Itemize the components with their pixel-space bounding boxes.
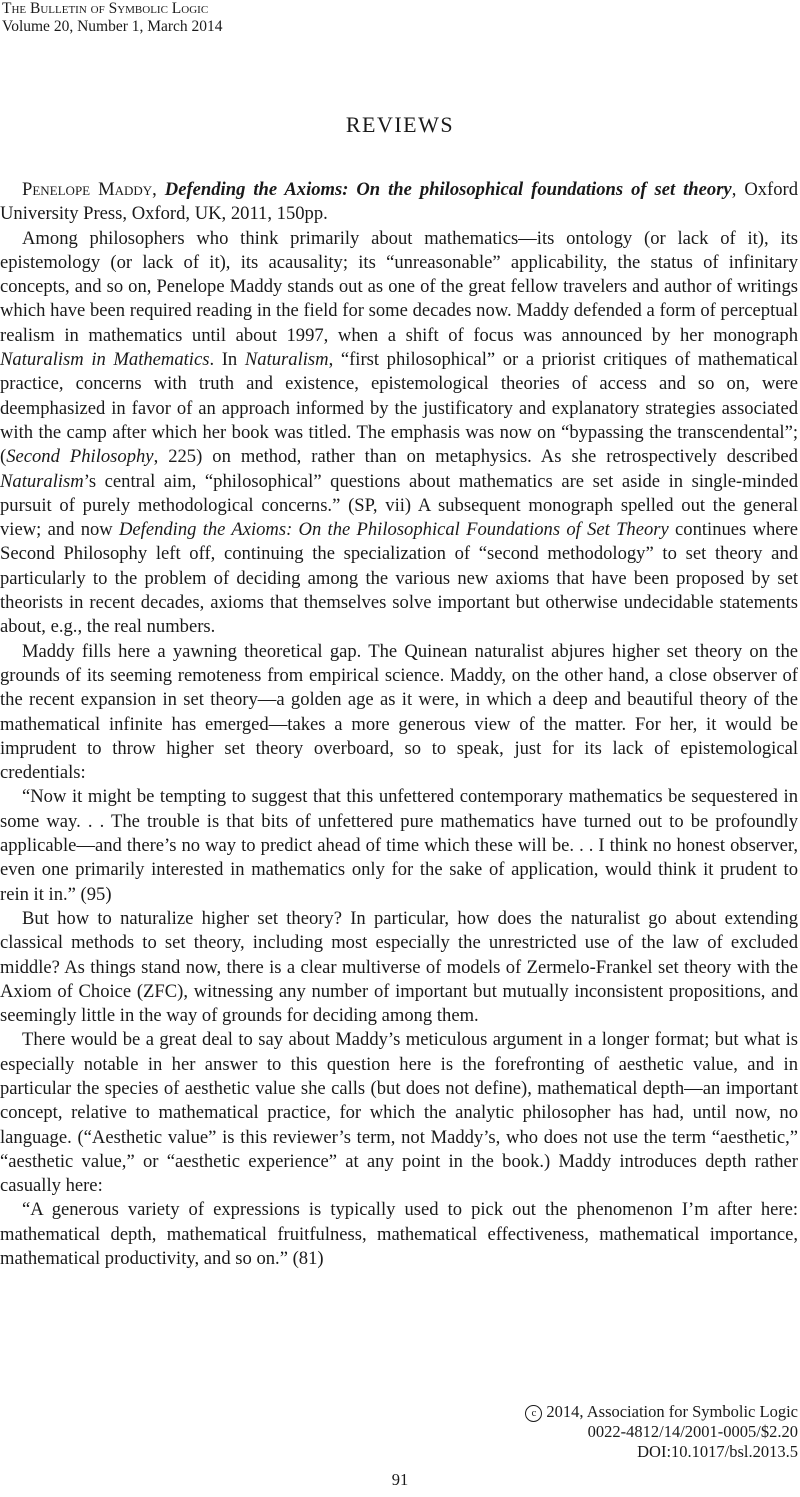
p1-italic-d: Naturalism (244, 349, 329, 371)
page-number: 91 (391, 1470, 409, 1489)
copyright-line (525, 1402, 798, 1422)
p1-text-c: . In (209, 349, 245, 371)
copyright-text: 2014, Association for Symbolic Logic (546, 1402, 798, 1421)
quote-1: “Now it might be tempting to suggest that this unfettered contemporary mathematics be sequestered in some way. . . The trouble is that bits of unfettered pure mathematics have turned out to be profoundly applicable—and there’s no way to predict ahead of time which these will be. . . I think no honest observer, even one primarily interested in mathematics only for the sake of application, would think it prudent to rein it in.” (95) (0, 786, 798, 905)
doi-line: DOI:10.1017/bsl.2013.5 (637, 1441, 798, 1461)
copyright-block (525, 1402, 798, 1461)
article-body (0, 178, 798, 1271)
copyright-icon: c (525, 1405, 542, 1422)
review-publication: Oxford University Press, Oxford, UK, 2011, 150pp. (0, 179, 799, 225)
paragraph-2: Maddy fills here a yawning theoretical gap. The Quinean naturalist abjures higher set theory on the grounds of its seeming remoteness from empirical science. Maddy, on the other hand, a close observer of the recent expansion in set theory—a golden age as it were, in which a deep and beautiful theory of the mathematical infinite has emerged—takes a more generous view of the matter. For her, it would be imprudent to throw higher set theory overboard, so to speak, just for its lack of epistemological credentials: (0, 640, 798, 784)
running-header (2, 0, 223, 36)
review-author: Penelope Maddy (22, 179, 153, 200)
review-citation: Penelope Maddy, Defending the Axioms: On the philosophical foundations of set theory, Oxford University Press, Oxford, UK, 2011, 150pp. (0, 179, 799, 225)
p1-italic-h: Naturalism (0, 470, 84, 492)
quote-2: “A generous variety of expressions is typically used to pick out the phenomenon I’m after here: mathematical depth, mathematical fruitfulness, mathematical effectiveness, mathematical importance, mathematical productivity, and so on.” (81) (0, 1199, 798, 1270)
volume-line: Volume 20, Number 1, March 2014 (2, 18, 223, 35)
paragraph-4: But how to naturalize higher set theory? In particular, how does the naturalist go about extending classical methods to set theory, including most especially the unrestricted use of the law of excluded middle? As things stand now, there is a clear multiverse of models of Zermelo-Frankel set theory with the Axiom of Choice (ZFC), witnessing any number of important but mutually inconsistent propositions, and seemingly little in the way of grounds for deciding among them. (0, 907, 798, 1027)
section-title: REVIEWS (345, 112, 455, 137)
p1-text-a: Among philosophers who think primarily about mathematics—its ontology (or lack of it), its epistemology (or lack of it), its acausality; its “unreasonable” applicability, the status of infinitary concepts, and so on, Penelope Maddy stands out as one of the great fellow travelers and author of writings which have been required reading in the field for some decades now. Maddy defended a form of perceptual realism in mathematics until about 1997, when a shift of focus was announced by her monograph (0, 227, 798, 346)
issn-line: 0022-4812/14/2001-0005/$2.20 (587, 1422, 798, 1441)
review-book-title: Defending the Axioms: On the philosophical foundations of set theory (164, 179, 732, 200)
p1-text-k: continues where Second Philosophy left off, continuing the specialization of “second methodology” to set theory and particularly to the problem of deciding among the various new axioms that have been proposed by set theorists in recent decades, axioms that themselves solve important but otherwise undecidable statements about, e.g., the real numbers. (0, 519, 798, 638)
p1-text-e: , “first philosophical” or a priorist critiques of mathematical practice, concerns with truth and existence, epistemological theories of access and so on, were deemphasized in favor of an approach informed by the justificatory and explanatory strategies associated with the camp after which her book was titled. The emphasis was now on “bypassing the transcendental”; ( (0, 349, 799, 468)
p1-text-i: ’s central aim, “philosophical” questions about mathematics are set aside in single-minded pursuit of purely methodological concerns.” (SP, vii) A subsequent monograph spelled out the general view; and now (0, 470, 798, 541)
journal-name: The Bulletin of Symbolic Logic (2, 0, 209, 17)
p1-italic-f: Second Philosophy (6, 446, 154, 468)
paragraph-1 (0, 227, 798, 640)
paragraph-5: There would be a great deal to say about Maddy’s meticulous argument in a longer format; but what is especially notable in her answer to this question here is the forefronting of aesthetic value, and in particular the species of aesthetic value she calls (but does not define), mathematical depth—an important concept, relative to mathematical practice, for which the analytic philosopher has had, until now, no language. (“Aesthetic value” is this reviewer’s term, not Maddy’s, who does not use the term “aesthetic,” “aesthetic value,” or “aesthetic experience” at any point in the book.) Maddy introduces depth rather casually here: (0, 1029, 798, 1197)
p1-italic-j: Defending the Axioms: On the Philosophical Foundations of Set Theory (118, 519, 669, 541)
p1-text-g: , 225) on method, rather than on metaphysics. As she retrospectively described (153, 446, 798, 468)
p1-italic-b: Naturalism in Mathematics (0, 349, 210, 371)
